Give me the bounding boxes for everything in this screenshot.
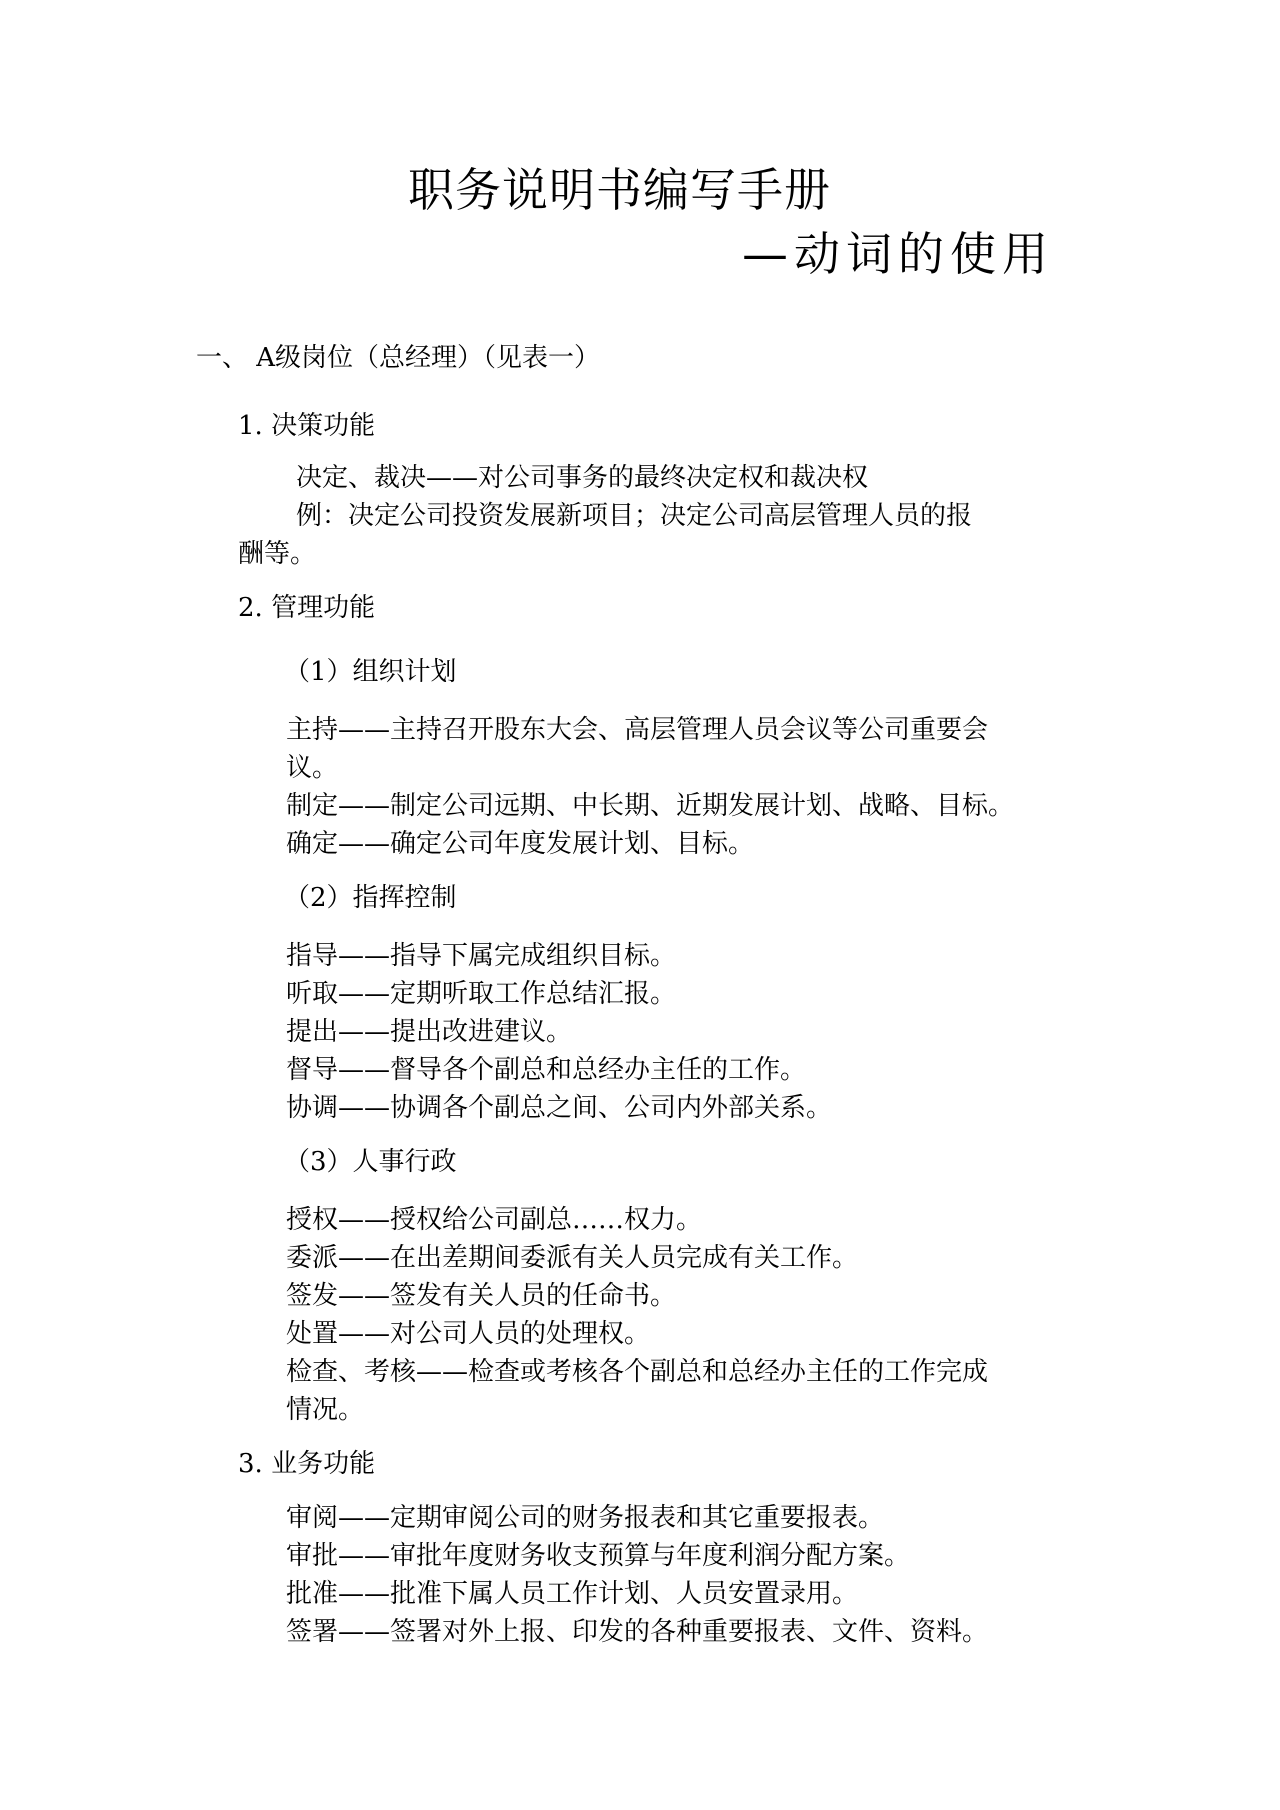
list-item: 审批——审批年度财务收支预算与年度利润分配方案。 xyxy=(286,1541,911,1571)
list-item: 处置——对公司人员的处理权。 xyxy=(286,1319,651,1349)
list-item: 批准——批准下属人员工作计划、人员安置录用。 xyxy=(286,1579,859,1609)
subsection-heading-personnel: （3）人事行政 xyxy=(284,1147,457,1177)
subsection-heading-planning: （1）组织计划 xyxy=(284,657,457,687)
list-item: 督导——督导各个副总和总经办主任的工作。 xyxy=(286,1055,807,1085)
list-item: 委派——在出差期间委派有关人员完成有关工作。 xyxy=(286,1243,859,1273)
decision-example: 例：决定公司投资发展新项目；决定公司高层管理人员的报 xyxy=(296,501,973,531)
list-item: 主持——主持召开股东大会、高层管理人员会议等公司重要会 xyxy=(286,715,989,745)
list-item: 制定——制定公司远期、中长期、近期发展计划、战略、目标。 xyxy=(286,791,1015,821)
list-item: 情况。 xyxy=(286,1395,365,1425)
list-item: 议。 xyxy=(286,753,339,783)
section-heading: 一、 A级岗位（总经理）（见表一） xyxy=(196,343,601,373)
function-heading-decision: 1. 决策功能 xyxy=(238,411,376,441)
list-item: 审阅——定期审阅公司的财务报表和其它重要报表。 xyxy=(286,1503,885,1533)
list-item: 指导——指导下属完成组织目标。 xyxy=(286,941,677,971)
list-item: 听取——定期听取工作总结汇报。 xyxy=(286,979,677,1009)
list-item: 确定——确定公司年度发展计划、目标。 xyxy=(286,829,755,859)
function-heading-management: 2. 管理功能 xyxy=(238,593,376,623)
list-item: 检查、考核——检查或考核各个副总和总经办主任的工作完成 xyxy=(286,1357,989,1387)
document-subtitle: —动词的使用 xyxy=(742,227,1054,281)
list-item: 协调——协调各个副总之间、公司内外部关系。 xyxy=(286,1093,833,1123)
list-item: 提出——提出改进建议。 xyxy=(286,1017,573,1047)
list-item: 签发——签发有关人员的任命书。 xyxy=(286,1281,677,1311)
subsection-heading-command: （2）指挥控制 xyxy=(284,883,457,913)
list-item: 签署——签署对外上报、印发的各种重要报表、文件、资料。 xyxy=(286,1617,989,1647)
decision-description: 决定、裁决——对公司事务的最终决定权和裁决权 xyxy=(296,463,869,493)
function-heading-business: 3. 业务功能 xyxy=(238,1449,376,1479)
document-title: 职务说明书编写手册 xyxy=(408,163,831,217)
list-item: 授权——授权给公司副总……权力。 xyxy=(286,1205,703,1235)
decision-example-continued: 酬等。 xyxy=(238,539,317,569)
